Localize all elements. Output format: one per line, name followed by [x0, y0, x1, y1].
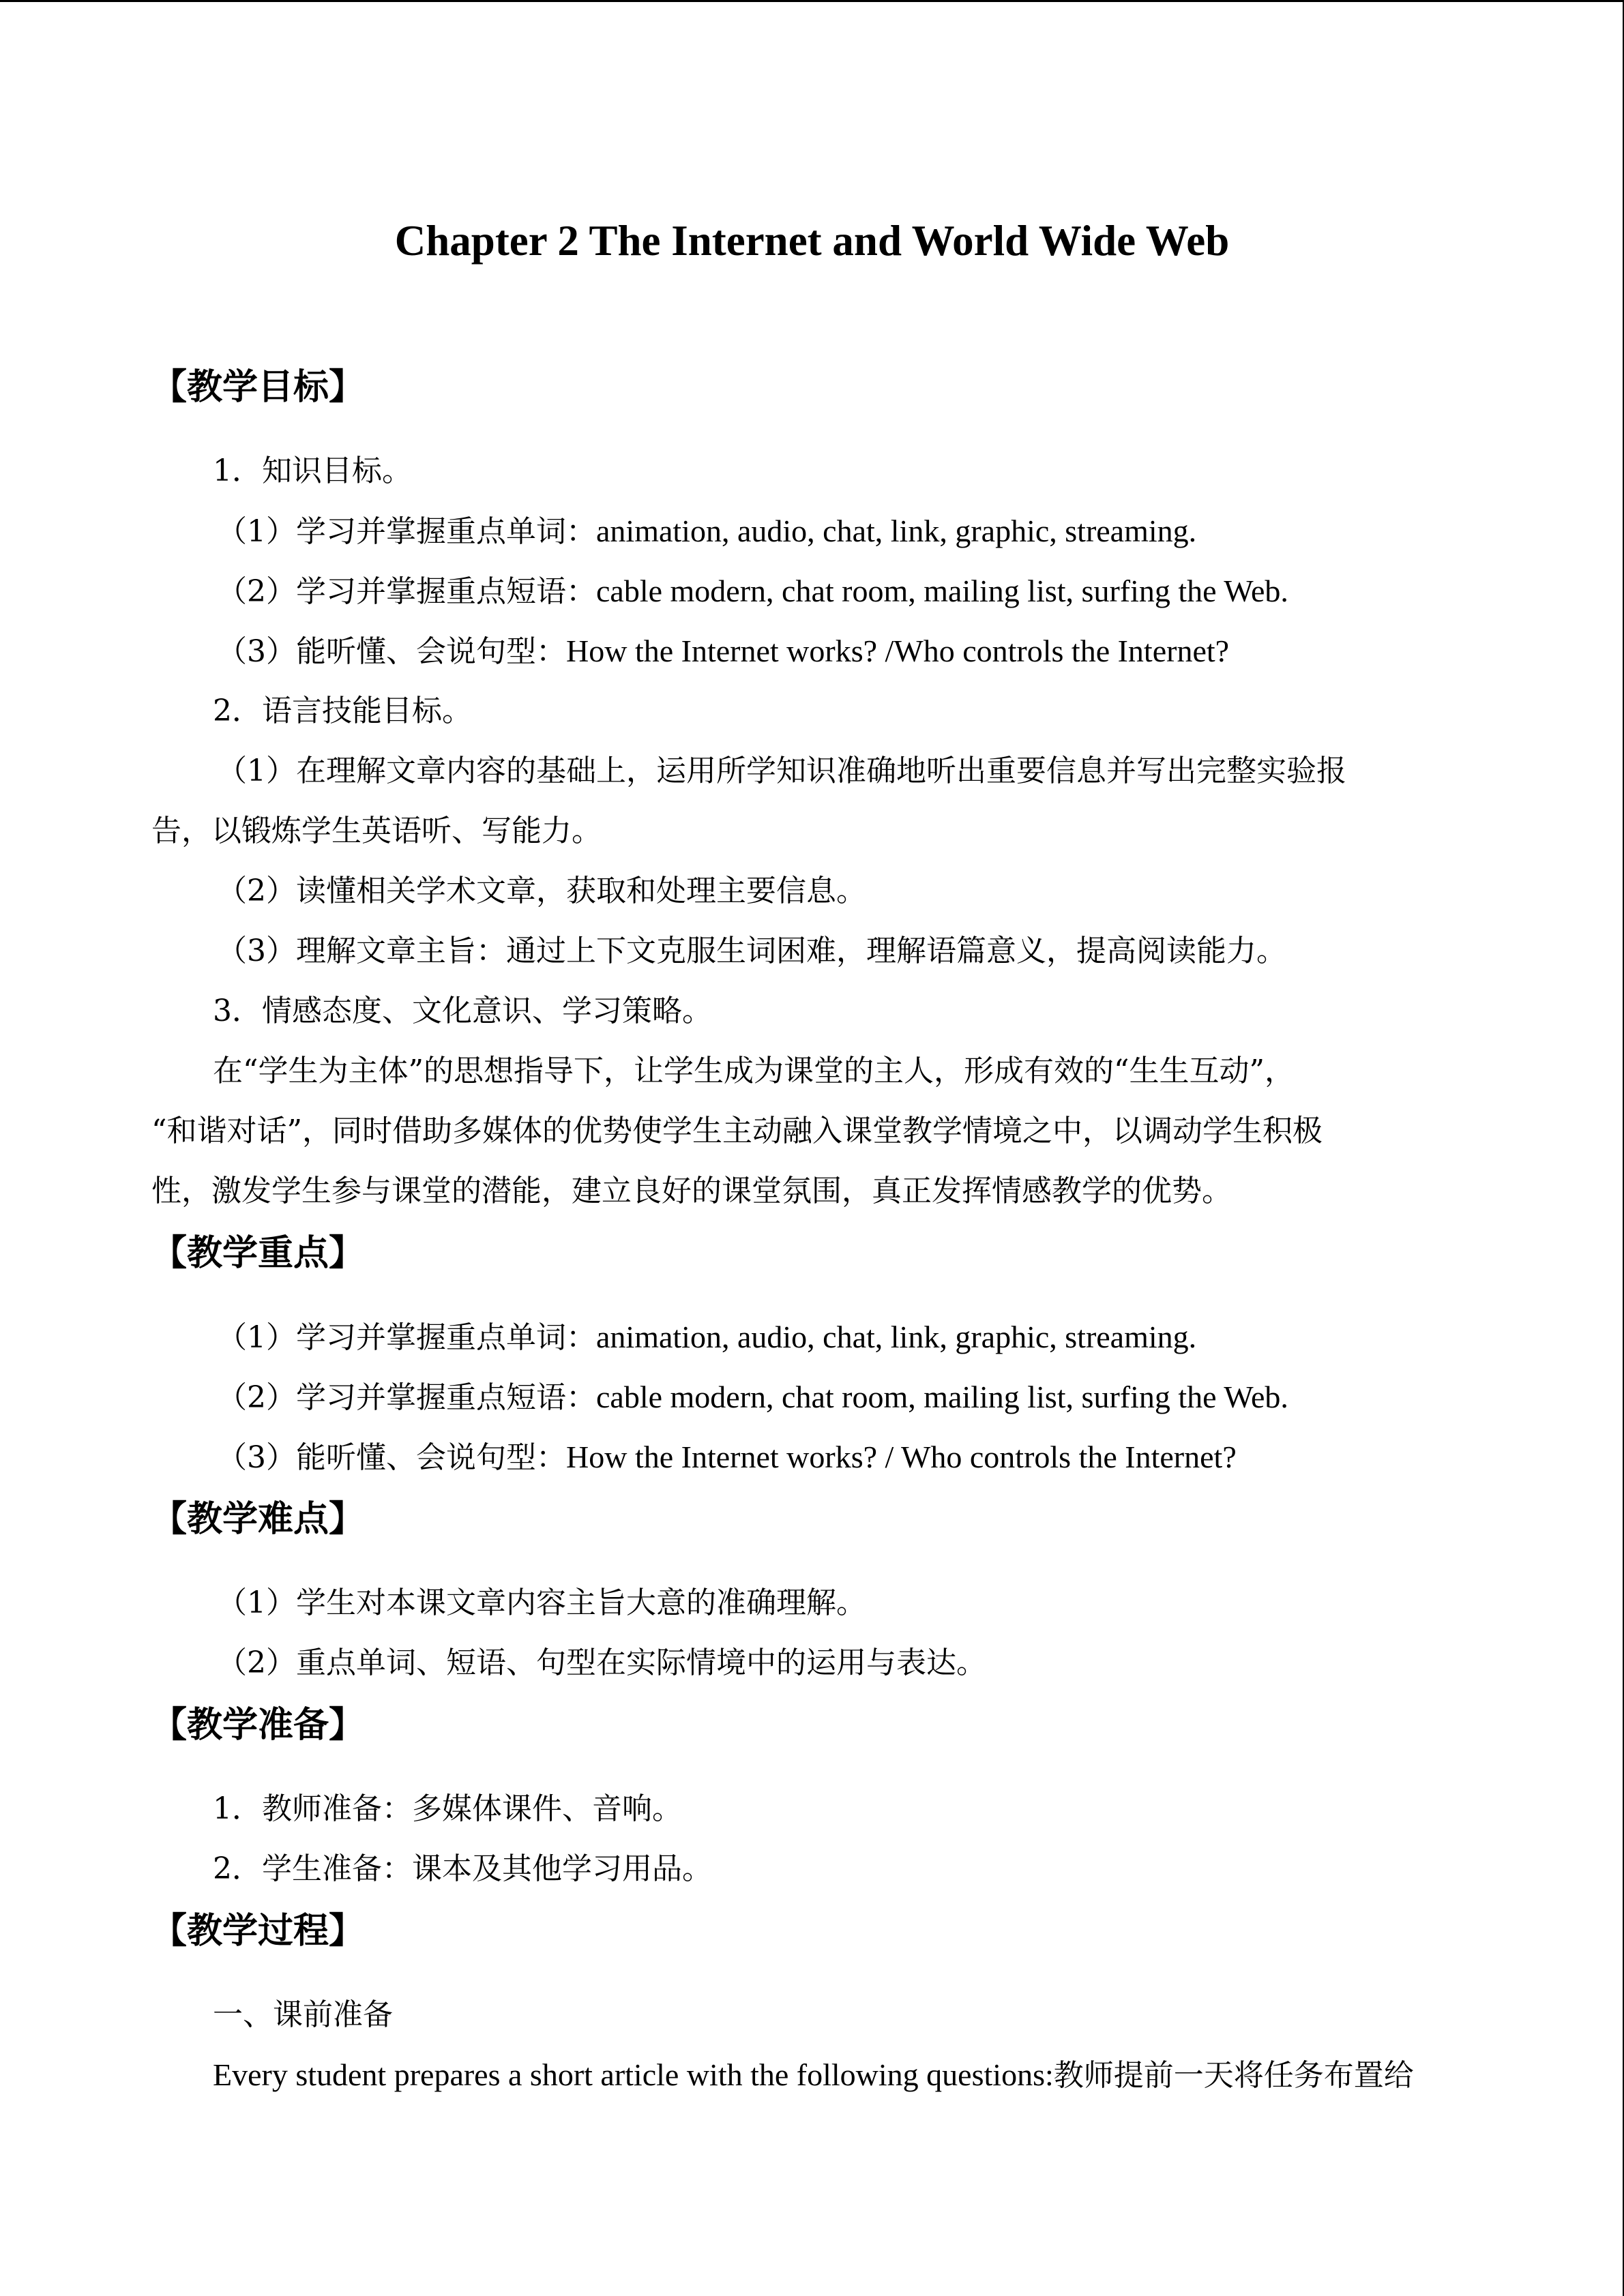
- key-point-2-text: cable modern, chat room, mailing list, surfing the Web.: [596, 1380, 1288, 1414]
- knowledge-item-2-prefix: （2）学习并掌握重点短语：: [217, 574, 596, 609]
- knowledge-item-1-text: animation, audio, chat, link, graphic, streaming.: [596, 513, 1197, 548]
- heading-difficulties: 【教学难点】: [151, 1498, 365, 1540]
- knowledge-item-3: [217, 631, 1229, 672]
- heading-process: 【教学过程】: [151, 1910, 365, 1952]
- process-step-1-text: [213, 2055, 1414, 2096]
- key-point-2: [217, 1377, 1288, 1418]
- skills-item-3: （3）理解文章主旨：通过上下文克服生词困难，理解语篇意义，提高阅读能力。: [217, 934, 1286, 968]
- key-point-3-text: How the Internet works? / Who controls the Internet?: [566, 1440, 1237, 1474]
- difficulty-2: （2）重点单词、短语、句型在实际情境中的运用与表达。: [217, 1645, 986, 1680]
- key-point-1: [217, 1317, 1196, 1358]
- knowledge-item-2-text: cable modern, chat room, mailing list, surfing the Web.: [596, 573, 1288, 608]
- document-title: Chapter 2 The Internet and World Wide Web: [394, 217, 1230, 265]
- attitude-objective-title: 3．情感态度、文化意识、学习策略。: [213, 994, 712, 1028]
- difficulty-1: （1）学生对本课文章内容主旨大意的准确理解。: [217, 1585, 866, 1620]
- preparation-teacher: 1．教师准备：多媒体课件、音响。: [213, 1791, 682, 1826]
- skills-item-1-line-1: （1）在理解文章内容的基础上，运用所学知识准确地听出重要信息并写出完整实验报: [217, 754, 1346, 788]
- attitude-paragraph-line-1: 在“学生为主体”的思想指导下，让学生成为课堂的主人，形成有效的“生生互动”，: [213, 1054, 1295, 1088]
- heading-preparation: 【教学准备】: [151, 1704, 365, 1746]
- key-point-3: [217, 1437, 1237, 1478]
- skills-objective-title: 2．语言技能目标。: [213, 694, 472, 728]
- knowledge-item-2: [217, 571, 1288, 612]
- key-point-2-prefix: （2）学习并掌握重点短语：: [217, 1380, 596, 1415]
- process-step-1-latin: Every student prepares a short article with the following questions:: [213, 2057, 1054, 2092]
- skills-item-1-line-2: 告，以锻炼学生英语听、写能力。: [151, 814, 602, 848]
- knowledge-objective-title: 1．知识目标。: [213, 453, 412, 488]
- attitude-paragraph-line-3: 性，激发学生参与课堂的潜能，建立良好的课堂氛围，真正发挥情感教学的优势。: [151, 1174, 1232, 1208]
- heading-objectives: 【教学目标】: [151, 366, 365, 408]
- preparation-student: 2．学生准备：课本及其他学习用品。: [213, 1851, 712, 1886]
- key-point-3-prefix: （3）能听懂、会说句型：: [217, 1440, 566, 1475]
- knowledge-item-3-text: How the Internet works? /Who controls the Internet?: [566, 633, 1230, 668]
- process-step-1-cn: 教师提前一天将任务布置给: [1053, 2058, 1414, 2093]
- knowledge-item-1-prefix: （1）学习并掌握重点单词：: [217, 514, 596, 549]
- process-step-1-title: 一、课前准备: [213, 1997, 393, 2032]
- knowledge-item-3-prefix: （3）能听懂、会说句型：: [217, 634, 566, 669]
- heading-key-points: 【教学重点】: [151, 1232, 365, 1274]
- key-point-1-text: animation, audio, chat, link, graphic, streaming.: [596, 1320, 1197, 1354]
- key-point-1-prefix: （1）学习并掌握重点单词：: [217, 1320, 596, 1355]
- attitude-paragraph-line-2: “和谐对话”，同时借助多媒体的优势使学生主动融入课堂教学情境之中，以调动学生积极: [151, 1114, 1323, 1148]
- knowledge-item-1: [217, 511, 1196, 552]
- skills-item-2: （2）读懂相关学术文章，获取和处理主要信息。: [217, 874, 866, 908]
